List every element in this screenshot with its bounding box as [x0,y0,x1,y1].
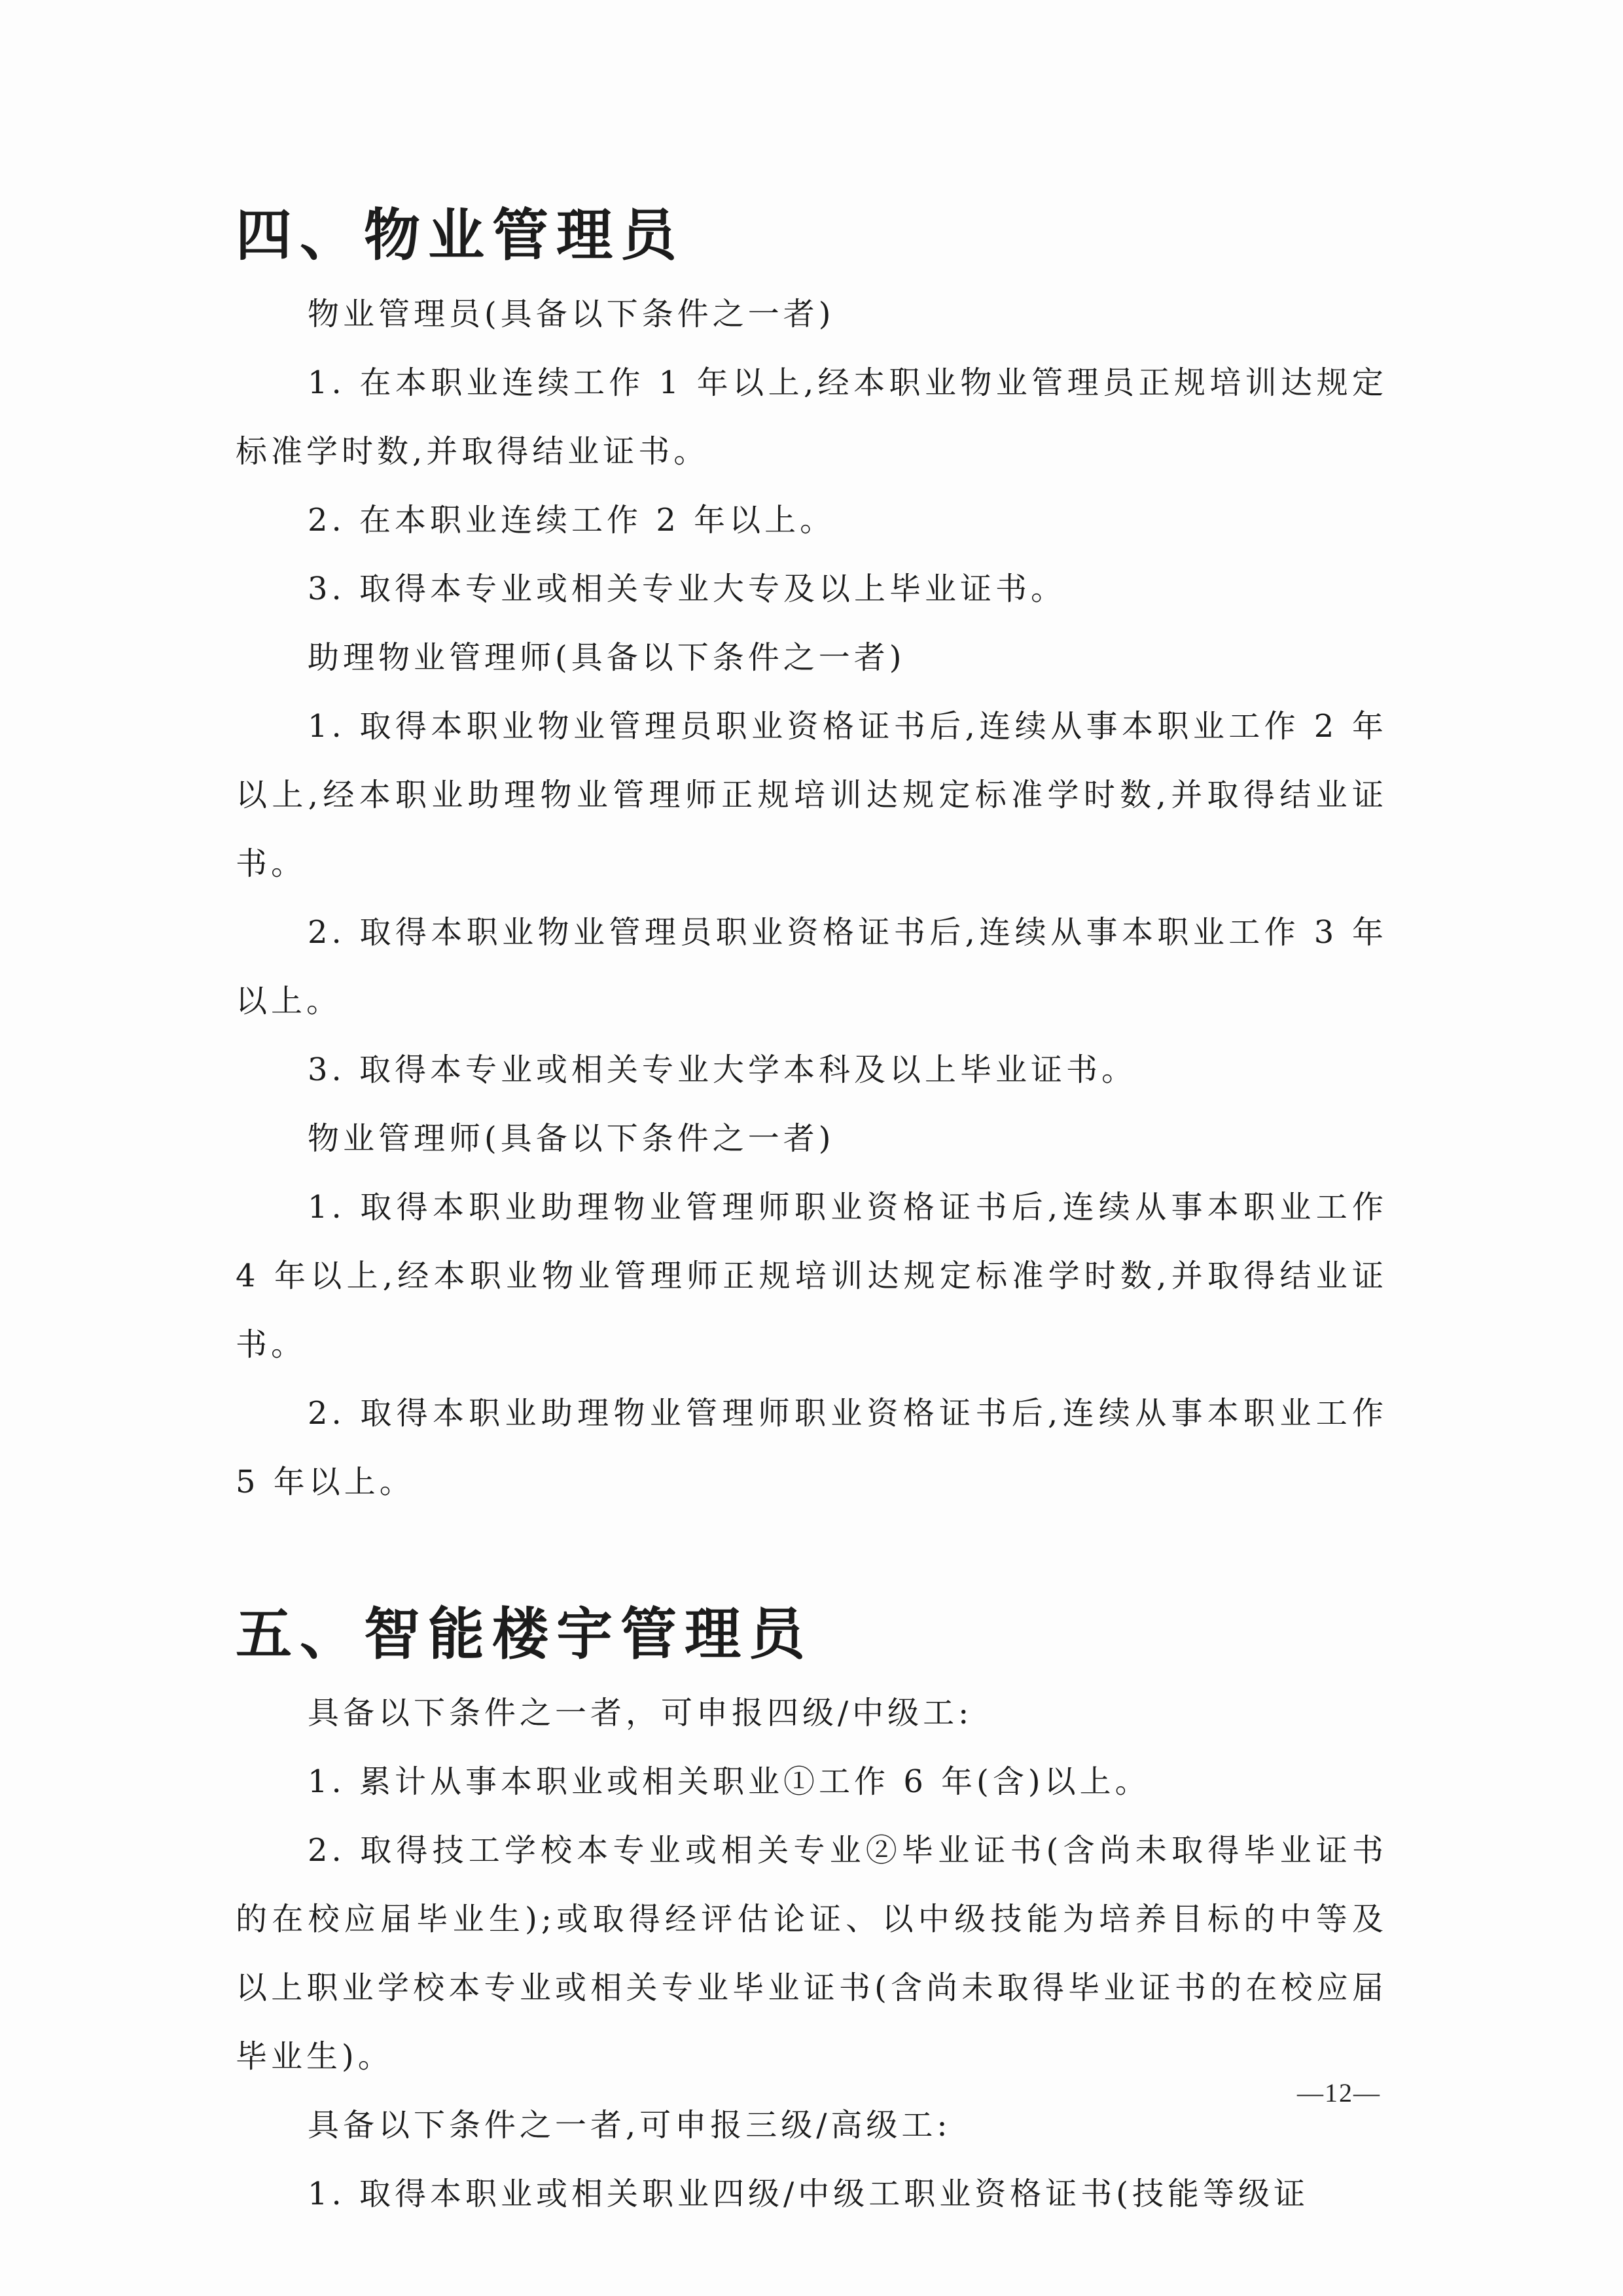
paragraph: 2. 取得本职业助理物业管理师职业资格证书后,连续从事本职业工作 5 年以上。 [236,1395,1387,1500]
paragraph: 物业管理师(具备以下条件之一者) [308,1120,835,1157]
paragraph: 物业管理员(具备以下条件之一者) [308,296,835,332]
section-title-property-manager: 四、物业管理员 [236,203,685,268]
paragraph: 1. 取得本职业或相关职业四级/中级工职业资格证书(技能等级证 [308,2176,1309,2212]
paragraph: 1. 在本职业连续工作 1 年以上,经本职业物业管理员正规培训达规定标准学时数,并取得结业证书。 [236,364,1387,470]
paragraph: 1. 累计从事本职业或相关职业①工作 6 年(含)以上。 [308,1763,1150,1800]
paragraph: 2. 在本职业连续工作 2 年以上。 [308,502,836,539]
paragraph: 助理物业管理师(具备以下条件之一者) [308,639,906,676]
page-number: —12— [1297,2078,1381,2108]
paragraph: 1. 取得本职业助理物业管理师职业资格证书后,连续从事本职业工作 4 年以上,经本职业物业管理师正规培训达规定标准学时数,并取得结业证书。 [236,1189,1387,1363]
paragraph: 1. 取得本职业物业管理员职业资格证书后,连续从事本职业工作 2 年以上,经本职业助理物业管理师正规培训达规定标准学时数,并取得结业证书。 [236,708,1387,882]
paragraph: 2. 取得技工学校本专业或相关专业②毕业证书(含尚未取得毕业证书的在校应届毕业生);或取得经评估论证、以中级技能为培养目标的中等及以上职业学校本专业或相关专业毕业证书(含尚未取得毕业证书的在校应届毕业生)。 [236,1832,1387,2075]
document-body [236,196,1387,2229]
paragraph: 具备以下条件之一者,可申报三级/高级工: [308,2107,952,2144]
paragraph: 2. 取得本职业物业管理员职业资格证书后,连续从事本职业工作 3 年以上。 [236,914,1387,1019]
section-title-intelligent-building-manager: 五、智能楼宇管理员 [236,1602,813,1667]
paragraph: 3. 取得本专业或相关专业大专及以上毕业证书。 [308,571,1067,607]
paragraph: 3. 取得本专业或相关专业大学本科及以上毕业证书。 [308,1051,1137,1088]
paragraph: 具备以下条件之一者，可申报四级/中级工: [308,1695,973,1731]
